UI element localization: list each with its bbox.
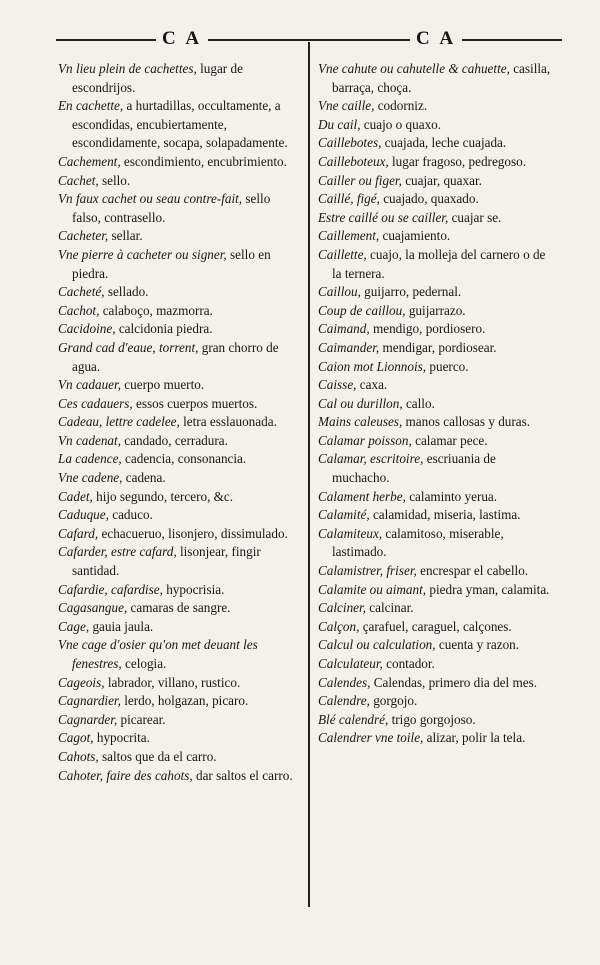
- dictionary-entry: [318, 302, 556, 321]
- entry-definition: guijarro, pedernal.: [360, 284, 462, 300]
- dictionary-entry: [58, 729, 300, 748]
- entry-definition: mendigo, pordiosero.: [369, 321, 486, 337]
- dictionary-entry: [58, 748, 300, 767]
- dictionary-entry: [58, 172, 300, 191]
- entry-definition: lisonjear, fingir santidad.: [72, 544, 261, 579]
- entry-headword: Calamar poisson,: [318, 432, 412, 448]
- entry-definition: guijarrazo.: [405, 302, 466, 318]
- dictionary-entry: [58, 674, 300, 693]
- entry-headword: Calciner,: [318, 600, 366, 616]
- entry-headword: Caillette,: [318, 246, 367, 262]
- dictionary-entry: [58, 450, 300, 469]
- entry-headword: Vn cadenat,: [58, 432, 121, 448]
- entry-headword: Blé calendré,: [318, 711, 389, 727]
- entry-definition: lugar de escondrijos.: [72, 61, 243, 95]
- entry-headword: Calamar, escritoire,: [318, 451, 424, 467]
- dictionary-entry: [318, 562, 556, 581]
- entry-definition: cuajo, la molleja del carnero o de la ternera.: [332, 246, 546, 281]
- left-column: [58, 60, 300, 785]
- entry-definition: sello en piedra.: [72, 246, 271, 281]
- dictionary-entry: [318, 729, 556, 748]
- entry-headword: Cafardie, cafardise,: [58, 581, 163, 597]
- dictionary-entry: [318, 506, 556, 525]
- dictionary-entry: [318, 711, 556, 730]
- dictionary-entry: [58, 190, 300, 227]
- entry-definition: escondimiento, encubrimiento.: [120, 153, 287, 169]
- entry-headword: Caduque,: [58, 507, 109, 523]
- entry-definition: encrespar el cabello.: [416, 563, 529, 579]
- entry-headword: Calendre,: [318, 693, 370, 709]
- entry-definition: escriuania de muchacho.: [332, 451, 496, 486]
- dictionary-entry: [318, 636, 556, 655]
- entry-headword: La cadence,: [58, 451, 122, 467]
- entry-headword: Cadet,: [58, 488, 93, 504]
- dictionary-entry: [318, 655, 556, 674]
- entry-headword: Vn cadauer,: [58, 377, 121, 393]
- entry-definition: manos callosas y duras.: [402, 414, 531, 430]
- entry-headword: Cageois,: [58, 674, 105, 690]
- dictionary-entry: [58, 413, 300, 432]
- entry-definition: hypocrita.: [93, 730, 150, 746]
- dictionary-entry: [318, 395, 556, 414]
- entry-headword: Calçon,: [318, 618, 360, 634]
- entry-definition: gorgojo.: [369, 693, 418, 709]
- entry-headword: Caion mot Lionnois,: [318, 358, 427, 374]
- dictionary-entry: [318, 692, 556, 711]
- entry-headword: Mains caleuses,: [318, 414, 403, 430]
- dictionary-entry: [58, 525, 300, 544]
- entry-definition: calamitoso, miserable, lastimado.: [332, 525, 504, 560]
- entry-headword: Caisse,: [318, 377, 357, 393]
- dictionary-entry: [318, 339, 556, 358]
- dictionary-entry: [58, 97, 300, 153]
- entry-definition: essos cuerpos muertos.: [132, 395, 258, 411]
- entry-definition: hijo segundo, tercero, &c.: [92, 488, 234, 504]
- entry-definition: Calendas, primero dia del mes.: [370, 674, 538, 690]
- entry-definition: cuajado, quaxado.: [379, 191, 479, 207]
- dictionary-entry: [318, 376, 556, 395]
- dictionary-entry: [318, 153, 556, 172]
- entry-definition: labrador, villano, rustico.: [104, 674, 241, 690]
- dictionary-entry: [58, 543, 300, 580]
- dictionary-entry: [58, 395, 300, 414]
- dictionary-entry: [58, 618, 300, 637]
- header-right: C A: [410, 28, 462, 50]
- dictionary-entry: [58, 376, 300, 395]
- dictionary-entry: [58, 283, 300, 302]
- entry-definition: cadencia, consonancia.: [121, 451, 247, 467]
- entry-headword: Vne caille,: [318, 98, 375, 114]
- entry-headword: Du cail,: [318, 116, 361, 132]
- entry-definition: sellado.: [104, 284, 149, 300]
- header-left: C A: [156, 28, 208, 50]
- entry-definition: picarear.: [117, 711, 166, 727]
- entry-headword: Cagot,: [58, 730, 94, 746]
- entry-definition: mendigar, pordiosear.: [379, 339, 497, 355]
- dictionary-entry: [58, 711, 300, 730]
- entry-definition: candado, cerradura.: [121, 432, 228, 448]
- dictionary-entry: [318, 97, 556, 116]
- entry-definition: cuajo o quaxo.: [360, 116, 442, 132]
- entry-definition: camaras de sangre.: [127, 600, 231, 616]
- dictionary-entry: [58, 488, 300, 507]
- entry-definition: lerdo, holgazan, picaro.: [120, 693, 249, 709]
- dictionary-entry: [58, 469, 300, 488]
- dictionary-entry: [58, 153, 300, 172]
- entry-definition: sellar.: [108, 228, 143, 244]
- entry-definition: saltos que da el carro.: [98, 748, 217, 764]
- entry-headword: Vn lieu plein de cachettes,: [58, 61, 197, 76]
- dictionary-entry: [318, 134, 556, 153]
- entry-definition: caduco.: [108, 507, 153, 523]
- entry-headword: Cachet,: [58, 172, 99, 188]
- dictionary-entry: [58, 506, 300, 525]
- dictionary-entry: [58, 581, 300, 600]
- entry-headword: Caillé, figé,: [318, 191, 380, 207]
- entry-definition: trigo gorgojoso.: [388, 711, 476, 727]
- entry-definition: caxa.: [356, 377, 388, 393]
- entry-headword: Cafarder, estre cafard,: [58, 544, 177, 560]
- entry-definition: calcinar.: [365, 600, 414, 616]
- entry-definition: contador.: [382, 656, 435, 671]
- entry-headword: Caimand,: [318, 321, 370, 337]
- entry-definition: hypocrisia.: [162, 581, 225, 597]
- dictionary-entry: [318, 172, 556, 191]
- entry-headword: Vn faux cachet ou seau contre-fait,: [58, 191, 243, 207]
- entry-headword: Cailleboteux,: [318, 153, 389, 169]
- right-column: [318, 60, 556, 748]
- entry-headword: Cachement,: [58, 153, 121, 169]
- entry-definition: casilla, barraça, choça.: [332, 61, 551, 95]
- entry-definition: letra esslauonada.: [179, 414, 277, 430]
- entry-headword: Estre caillé ou se cailler,: [318, 209, 449, 225]
- entry-definition: cuajamiento.: [379, 228, 451, 244]
- entry-definition: çarafuel, caraguel, calçones.: [359, 618, 512, 634]
- dictionary-entry: [58, 60, 300, 97]
- entry-definition: cuerpo muerto.: [121, 377, 205, 393]
- entry-definition: sello.: [98, 172, 131, 188]
- dictionary-entry: [318, 116, 556, 135]
- dictionary-entry: [318, 60, 556, 97]
- entry-definition: cadena.: [122, 470, 166, 486]
- entry-headword: Ces cadauers,: [58, 395, 133, 411]
- entry-headword: Vne cadene,: [58, 470, 123, 486]
- entry-headword: Caimander,: [318, 339, 380, 355]
- entry-definition: cuajar, quaxar.: [401, 172, 482, 188]
- dictionary-entry: [318, 320, 556, 339]
- dictionary-entry: [58, 246, 300, 283]
- entry-definition: puerco.: [426, 358, 469, 374]
- dictionary-entry: [318, 227, 556, 246]
- entry-headword: Calament herbe,: [318, 488, 406, 504]
- dictionary-entry: [318, 432, 556, 451]
- entry-headword: Cagnardier,: [58, 693, 121, 709]
- entry-headword: Cahots,: [58, 748, 99, 764]
- entry-headword: Vne cage d'osier qu'on met deuant les fenestres,: [58, 637, 258, 671]
- entry-headword: Vne pierre à cacheter ou signer,: [58, 246, 227, 262]
- entry-headword: Caillement,: [318, 228, 380, 244]
- dictionary-entry: [318, 525, 556, 562]
- entry-headword: Calamistrer, friser,: [318, 563, 417, 579]
- entry-headword: Calcul ou calculation,: [318, 637, 436, 653]
- entry-definition: callo.: [402, 395, 435, 411]
- entry-headword: Cafard,: [58, 525, 99, 541]
- entry-headword: Cacheté,: [58, 284, 105, 300]
- entry-headword: Calendrer vne toile,: [318, 730, 424, 746]
- dictionary-entry: [58, 767, 300, 786]
- dictionary-entry: [318, 246, 556, 283]
- dictionary-entry: [318, 581, 556, 600]
- dictionary-entry: [318, 283, 556, 302]
- entry-headword: Calamite ou aimant,: [318, 581, 427, 597]
- entry-headword: Grand cad d'eaue, torrent,: [58, 339, 199, 355]
- dictionary-entry: [318, 358, 556, 377]
- column-divider: [308, 42, 310, 907]
- entry-definition: codorniz.: [374, 98, 428, 114]
- entry-headword: Calendes,: [318, 674, 371, 690]
- dictionary-entry: [318, 618, 556, 637]
- entry-headword: Cagasangue,: [58, 600, 128, 616]
- entry-headword: Cailler ou figer,: [318, 172, 402, 188]
- entry-headword: Cachot,: [58, 302, 100, 318]
- entry-definition: echacueruo, lisonjero, dissimulado.: [98, 525, 288, 541]
- entry-headword: Cacidoine,: [58, 321, 116, 337]
- dictionary-entry: [58, 339, 300, 376]
- dictionary-entry: [318, 190, 556, 209]
- entry-definition: piedra yman, calamita.: [426, 581, 550, 597]
- entry-definition: calamar pece.: [411, 432, 488, 448]
- dictionary-entry: [318, 488, 556, 507]
- entry-headword: Cagnarder,: [58, 711, 118, 727]
- entry-definition: cuajar se.: [448, 209, 502, 225]
- entry-headword: Coup de caillou,: [318, 302, 406, 318]
- entry-headword: Vne cahute ou cahutelle & cahuette,: [318, 61, 510, 76]
- entry-headword: Cadeau, lettre cadelee,: [58, 414, 180, 430]
- entry-definition: calcidonia piedra.: [115, 321, 213, 337]
- dictionary-entry: [318, 674, 556, 693]
- dictionary-entry: [58, 432, 300, 451]
- entry-headword: Cage,: [58, 618, 90, 634]
- entry-definition: gran chorro de agua.: [72, 339, 279, 374]
- entry-definition: alizar, polir la tela.: [423, 730, 526, 746]
- entry-definition: calamidad, miseria, lastima.: [369, 507, 521, 523]
- entry-definition: gauia jaula.: [89, 618, 154, 634]
- entry-definition: cuenta y razon.: [435, 637, 520, 653]
- dictionary-entry: [58, 599, 300, 618]
- entry-headword: Cacheter,: [58, 228, 109, 244]
- entry-definition: calaminto yerua.: [405, 488, 498, 504]
- dictionary-entry: [318, 450, 556, 487]
- entry-headword: Calamité,: [318, 507, 370, 523]
- dictionary-entry: [58, 692, 300, 711]
- dictionary-entry: [318, 599, 556, 618]
- entry-headword: Calculateur,: [318, 656, 383, 671]
- entry-headword: Cahoter, faire des cahots,: [58, 767, 193, 783]
- entry-headword: En cachette,: [58, 98, 124, 114]
- dictionary-entry: [58, 320, 300, 339]
- entry-definition: cuajada, leche cuajada.: [381, 135, 507, 151]
- entry-definition: sello falso, contrasello.: [72, 191, 271, 225]
- dictionary-entry: [58, 302, 300, 321]
- dictionary-entry: [58, 227, 300, 246]
- entry-definition: calaboço, mazmorra.: [99, 302, 213, 318]
- entry-headword: Caillou,: [318, 284, 361, 300]
- entry-definition: lugar fragoso, pedregoso.: [388, 153, 527, 169]
- entry-headword: Calamiteux,: [318, 525, 383, 541]
- entry-headword: Cal ou durillon,: [318, 395, 403, 411]
- entry-definition: celogia.: [121, 656, 167, 671]
- entry-definition: dar saltos el carro.: [192, 767, 293, 783]
- dictionary-entry: [318, 413, 556, 432]
- entry-definition: a hurtadillas, occultamente, a escondidas, encubiertamente, escondidamente, socapa, solapadamente.: [72, 98, 288, 151]
- dictionary-entry: [58, 636, 300, 673]
- entry-headword: Caillebotes,: [318, 135, 382, 151]
- dictionary-entry: [318, 209, 556, 228]
